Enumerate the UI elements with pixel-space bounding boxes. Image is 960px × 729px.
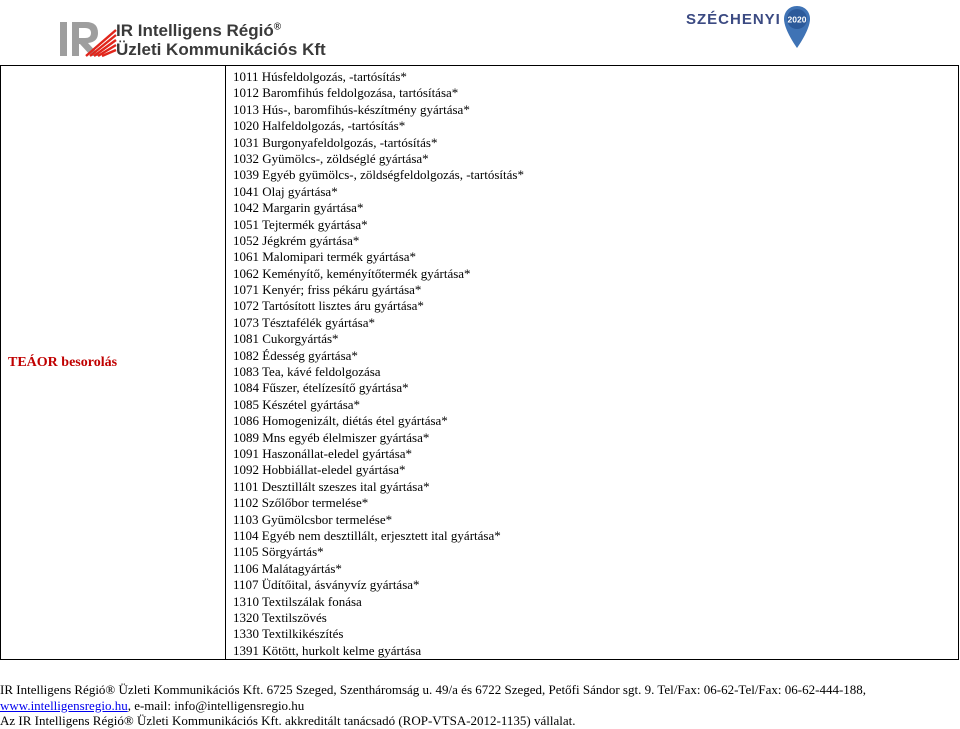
list-item: 1091 Haszonállat-eledel gyártása* <box>233 445 413 461</box>
label-cell <box>1 66 226 660</box>
list-item: 1101 Desztillált szeszes ital gyártása* <box>233 478 430 494</box>
list-item: 1081 Cukorgyártás* <box>233 331 339 347</box>
list-item: 1032 Gyümölcs-, zöldséglé gyártása* <box>233 150 429 166</box>
szechenyi-year: 2020 <box>787 14 807 25</box>
szechenyi-2020-logo <box>686 4 814 48</box>
list-item: 1104 Egyéb nem desztillált, erjesztett ital gyártása* <box>233 527 501 543</box>
szechenyi-badge-icon <box>782 4 812 50</box>
list-item: 1082 Édesség gyártása* <box>233 347 358 363</box>
list-item: 1073 Tésztafélék gyártása* <box>233 314 375 330</box>
list-item: 1083 Tea, kávé feldolgozása <box>233 364 381 380</box>
footer-contact <box>0 698 960 714</box>
footer-email: , e-mail: info@intelligensregio.hu <box>127 697 305 713</box>
list-item: 1086 Homogenizált, diétás étel gyártása* <box>233 413 448 429</box>
website-link[interactable]: www.intelligensregio.hu <box>0 697 128 713</box>
list-item: 1072 Tartósított lisztes áru gyártása* <box>233 298 424 314</box>
ir-logo-mark <box>58 18 120 58</box>
list-item: 1107 Üdítőital, ásványvíz gyártása* <box>233 577 420 593</box>
list-item: 1103 Gyümölcsbor termelése* <box>233 511 393 527</box>
list-item: 1052 Jégkrém gyártása* <box>233 232 360 248</box>
list-item: 1089 Mns egyéb élelmiszer gyártása* <box>233 429 430 445</box>
list-item: 1051 Tejtermék gyártása* <box>233 216 368 232</box>
list-item: 1071 Kenyér; friss pékáru gyártása* <box>233 282 422 298</box>
list-item: 1084 Fűszer, ételízesítő gyártása* <box>233 380 409 396</box>
list-item: 1310 Textilszálak fonása <box>233 593 362 609</box>
list-item: 1041 Olaj gyártása* <box>233 183 338 199</box>
footer <box>0 682 960 729</box>
footer-address: IR Intelligens Régió® Üzleti Kommunikációs Kft. 6725 Szeged, Szentháromság u. 49/a és 6722 Szeged, Petőfi Sándor sgt. 9. Tel/Fax: 06-62-Tel/Fax: 06-62-444-188, <box>0 682 867 697</box>
list-item: 1085 Készétel gyártása* <box>233 396 361 412</box>
list-item: 1092 Hobbiállat-eledel gyártása* <box>233 462 406 478</box>
list-item: 1391 Kötött, hurkolt kelme gyártása <box>233 642 422 658</box>
list-item: 1042 Margarin gyártása* <box>233 200 364 216</box>
list-item: 1020 Halfeldolgozás, -tartósítás* <box>233 118 406 134</box>
list-item: 1011 Húsfeldolgozás, -tartósítás* <box>233 69 407 84</box>
teaor-table <box>0 65 959 660</box>
szechenyi-text: SZÉCHENYI <box>686 11 781 28</box>
list-item: 1330 Textilkikészítés <box>233 626 344 642</box>
list-item: 1102 Szőlőbor termelése* <box>233 495 369 511</box>
list-item: 1031 Burgonyafeldolgozás, -tartósítás* <box>233 134 438 150</box>
list-item: 1013 Hús-, baromfihús-készítmény gyártása* <box>233 101 470 117</box>
company-logo <box>58 18 326 60</box>
activity-list <box>226 69 958 659</box>
list-item: 1061 Malomipari termék gyártása* <box>233 249 417 265</box>
logo-company-name: IR Intelligens Régió® <box>116 21 282 40</box>
logo-company-subtitle: Üzleti Kommunikációs Kft <box>116 40 326 59</box>
list-item: 1105 Sörgyártás* <box>233 544 324 560</box>
activity-list-cell <box>226 66 959 660</box>
teaor-label: TEÁOR besorolás <box>8 354 118 370</box>
list-item: 1106 Malátagyártás* <box>233 560 342 576</box>
list-item: 1039 Egyéb gyümölcs-, zöldségfeldolgozás, -tartósítás* <box>233 167 524 183</box>
list-item: 1012 Baromfihús feldolgozása, tartósítása* <box>233 85 459 101</box>
footer-accreditation: Az IR Intelligens Régió® Üzleti Kommunikációs Kft. akkreditált tanácsadó (ROP-VTSA-2012-1135) vállalat. <box>0 713 576 728</box>
list-item: 1320 Textilszövés <box>233 609 327 625</box>
table-row <box>1 66 959 660</box>
list-item: 1062 Keményítő, keményítőtermék gyártása* <box>233 265 471 281</box>
